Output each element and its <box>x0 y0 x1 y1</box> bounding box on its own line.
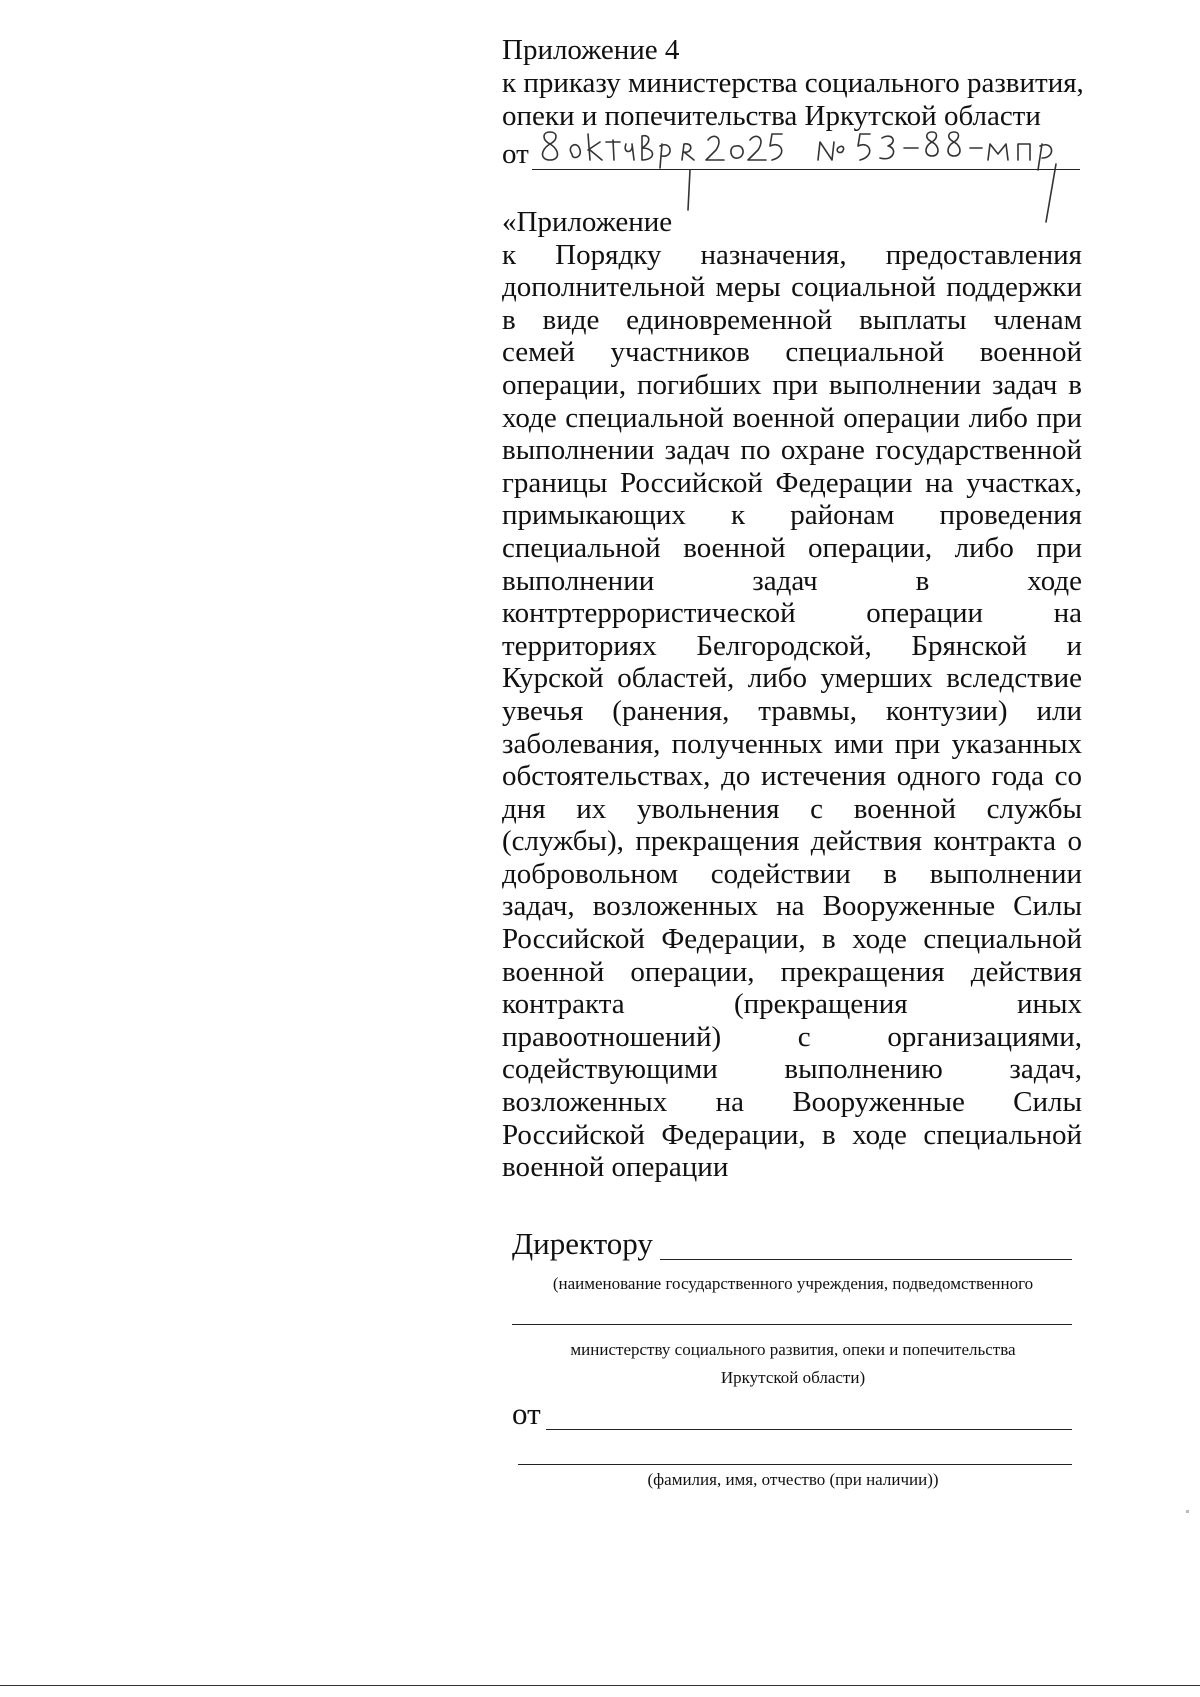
annex-text-block <box>502 206 1082 1184</box>
institution-caption-line3: Иркутской области) <box>720 1368 866 1387</box>
scan-speck <box>1186 1510 1189 1513</box>
director-label: Директору <box>512 1226 653 1261</box>
director-field-line <box>660 1259 1072 1260</box>
order-reference-line1: к приказу министерства социального развития, <box>502 67 1084 99</box>
from-row <box>502 1396 1084 1436</box>
from-label: от <box>512 1396 541 1431</box>
order-date-row <box>502 134 1087 174</box>
annex-title: «Приложение <box>502 206 673 238</box>
addressee-block <box>502 1226 1084 1489</box>
institution-caption-line2: министерству социального развития, опеки и попечительства <box>570 1340 1016 1359</box>
institution-caption-line1: (наименование государственного учреждения, подведомственного <box>552 1274 1034 1293</box>
director-row <box>502 1226 1084 1266</box>
annex-body: к Порядку назначения, предоставления дополнительной меры социальной поддержки в виде единовременной выплаты членам семей участников специальной военной операции, погибших при выполнении задач в ходе специальной военной операции либо при выполнении задач по охране государственной границы Российской Федерации на участках, примыкающих к районам проведения специальной военной операции, либо при выполнении задач в ходе контртеррористической операции на территориях Белгородской, Брянской и Курской областей, либо умерших вследствие увечья (ранения, травмы, контузии) или заболевания, полученных ими при указанных обстоятельствах, до истечения одного года со дня их увольнения с военной службы (службы), прекращения действия контракта о добровольном содействии в выполнении задач, возложенных на Вооруженные Силы Российской Федерации, в ходе специальной военной операции, прекращения действия контракта (прекращения иных правоотношений) с организациями, содействующими выполнению задач, возложенных на Вооруженные Силы Российской Федерации, в ходе специальной военной операции <box>502 238 1082 1184</box>
page-bottom-edge <box>0 1685 1200 1686</box>
date-prefix: от <box>502 138 529 170</box>
appendix-number: Приложение 4 <box>502 34 680 66</box>
fullname-caption: (фамилия, имя, отчество (при наличии)) <box>647 1470 939 1489</box>
appendix-header <box>502 34 1087 174</box>
institution-field-line <box>512 1324 1072 1325</box>
from-field-line <box>546 1429 1072 1430</box>
fullname-field-line <box>518 1464 1072 1465</box>
order-reference-line2: опеки и попечительства Иркутской области <box>502 100 1041 132</box>
